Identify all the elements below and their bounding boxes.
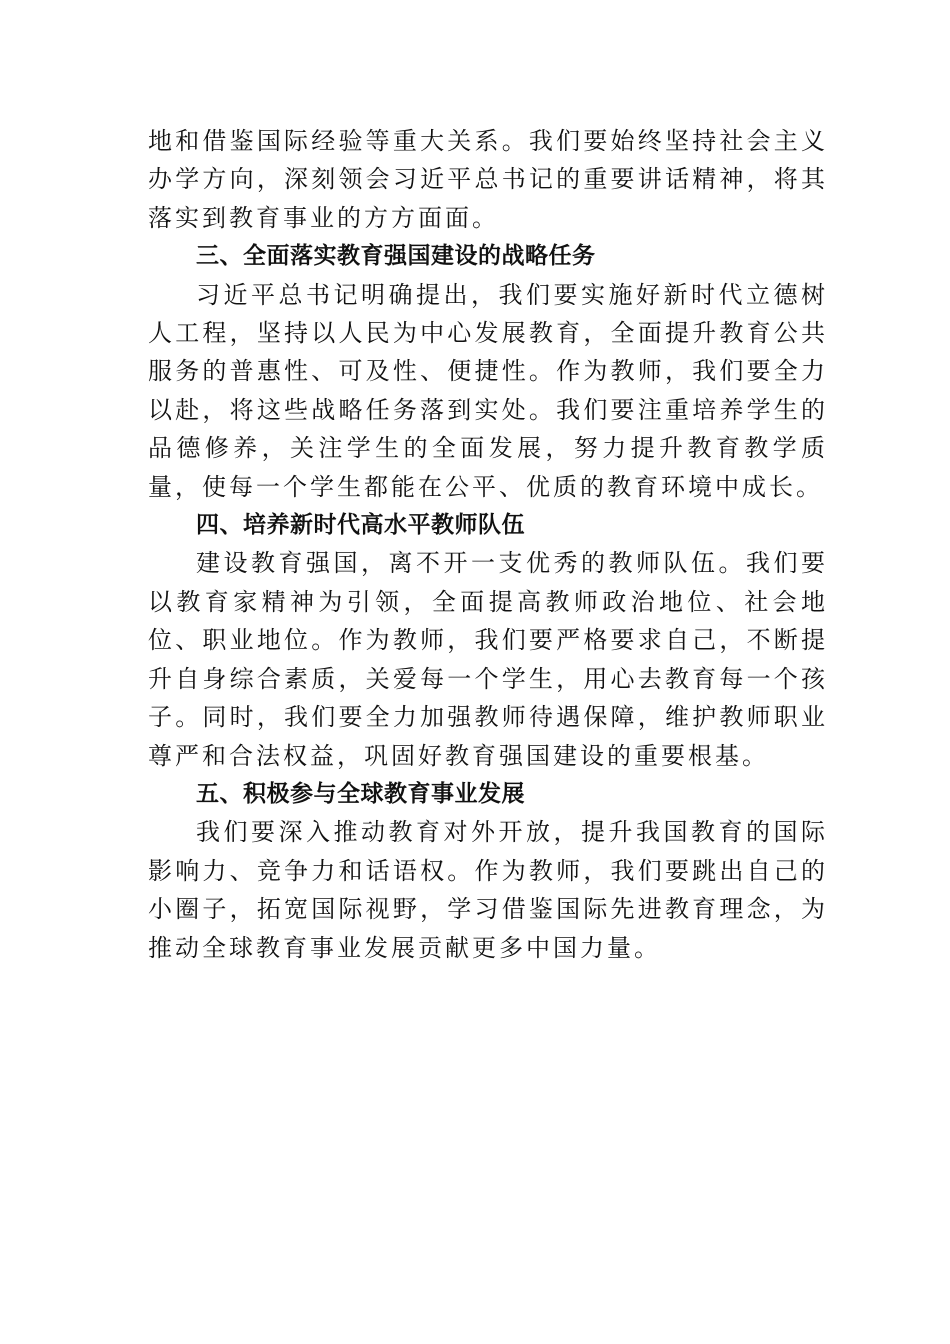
paragraph-continuation: 地和借鉴国际经验等重大关系。我们要始终坚持社会主义办学方向，深刻领会习近平总书记的重要讲话精神，将其落实到教育事业的方方面面。 xyxy=(148,127,828,232)
section-heading-4: 四、培养新时代高水平教师队伍 xyxy=(196,512,525,539)
paragraph-section-3: 习近平总书记明确提出，我们要实施好新时代立德树人工程，坚持以人民为中心发展教育，全面提升教育公共服务的普惠性、可及性、便捷性。作为教师，我们要全力以赴，将这些战略任务落到实处。我们要注重培养学生的品德修养，关注学生的全面发展，努力提升教育教学质量，使每一个学生都能在公平、优质的教育环境中成长。 xyxy=(148,280,828,501)
paragraph-section-4: 建设教育强国，离不开一支优秀的教师队伍。我们要以教育家精神为引领，全面提高教师政治地位、社会地位、职业地位。作为教师，我们要严格要求自己，不断提升自身综合素质，关爱每一个学生，用心去教育每一个孩子。同时，我们要全力加强教师待遇保障，维护教师职业尊严和合法权益，巩固好教育强国建设的重要根基。 xyxy=(148,549,828,770)
section-heading-5: 五、积极参与全球教育事业发展 xyxy=(196,780,525,807)
section-heading-3: 三、全面落实教育强国建设的战略任务 xyxy=(196,243,596,270)
paragraph-section-5: 我们要深入推动教育对外开放，提升我国教育的国际影响力、竞争力和话语权。作为教师，我们要跳出自己的小圈子，拓宽国际视野，学习借鉴国际先进教育理念，为推动全球教育事业发展贡献更多中国力量。 xyxy=(148,818,828,962)
document-page xyxy=(148,122,828,967)
